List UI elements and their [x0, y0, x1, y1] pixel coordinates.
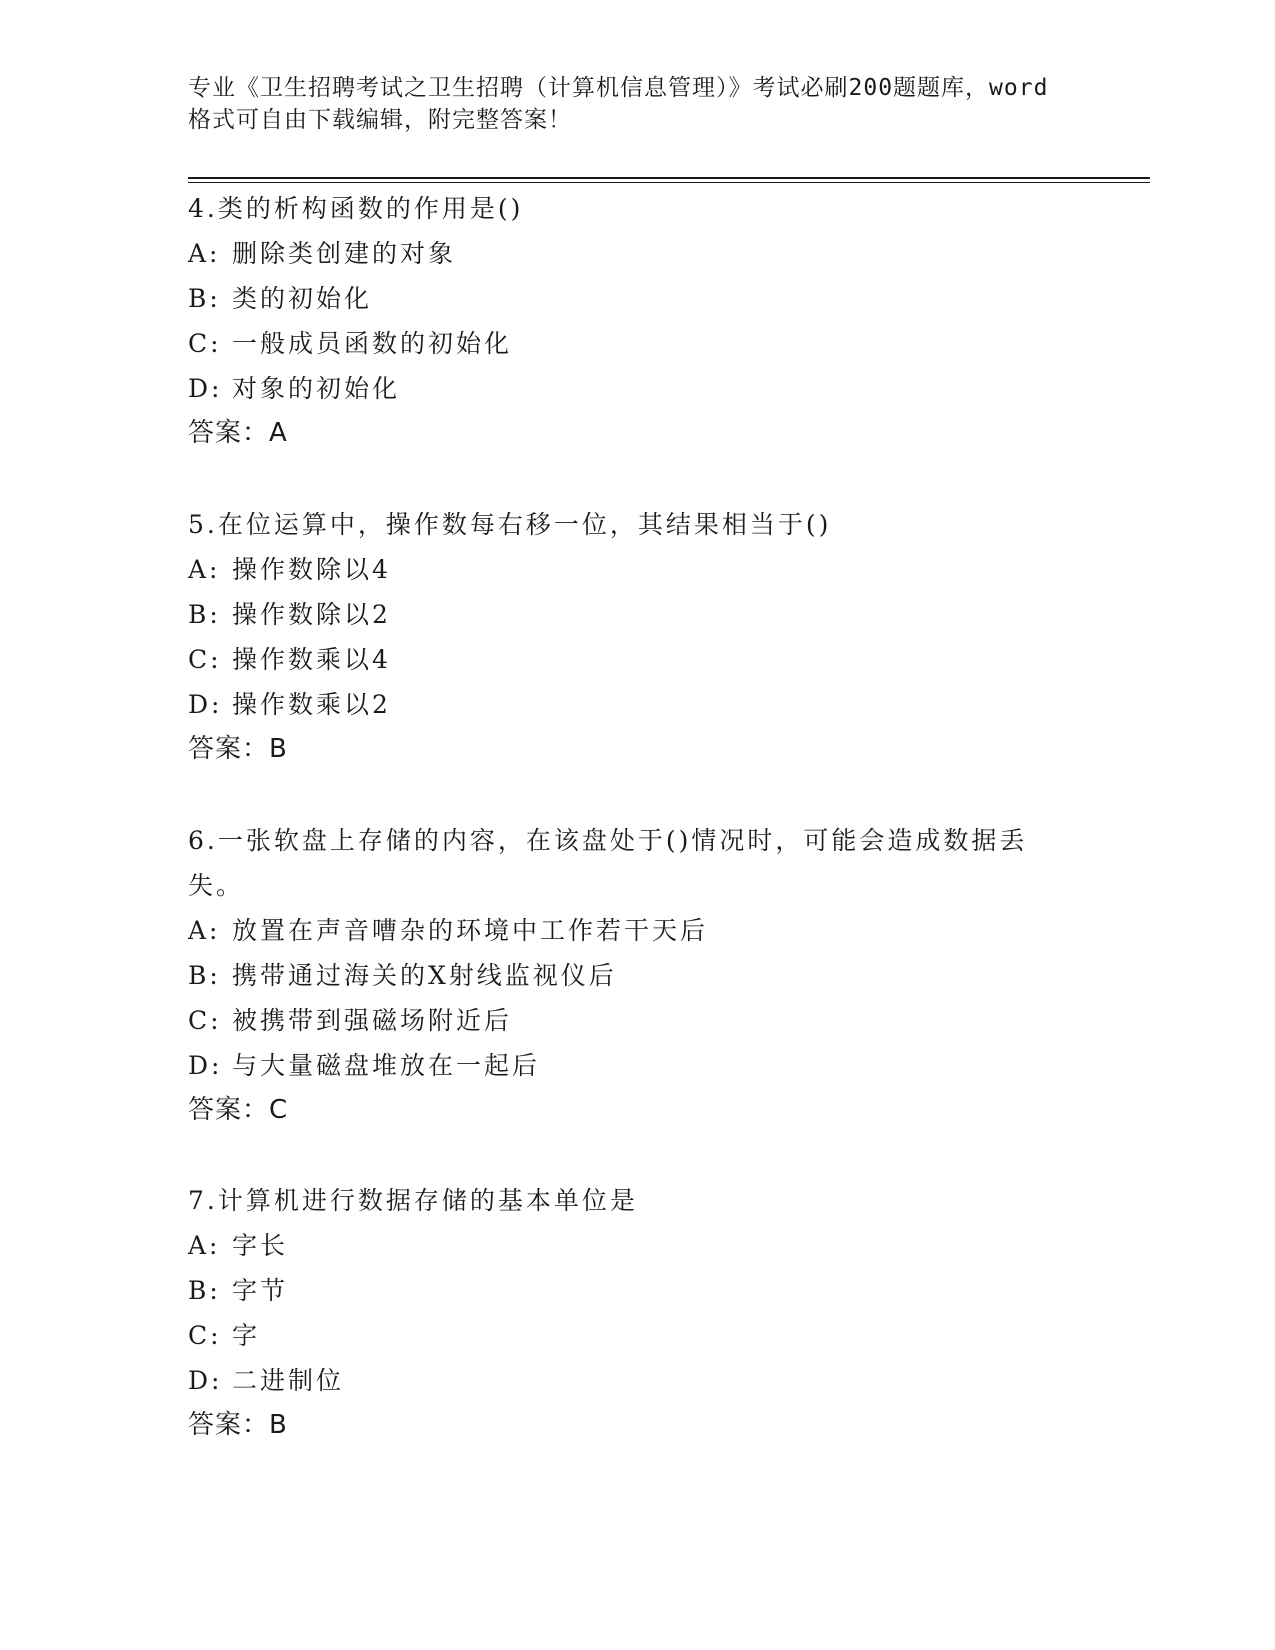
option-text: 操作数除以4	[232, 555, 391, 584]
option-text: 操作数除以2	[232, 600, 391, 629]
answer-line: 答案：B	[188, 1410, 288, 1440]
document-header	[188, 72, 1088, 136]
option-d	[188, 1043, 1048, 1088]
option-key: D:	[188, 1051, 223, 1080]
option-text: 被携带到强磁场附近后	[232, 1006, 513, 1035]
option-key: C:	[188, 1006, 222, 1035]
option-d	[188, 366, 1088, 411]
option-text: 操作数乘以2	[232, 690, 391, 719]
option-text: 字	[232, 1321, 261, 1350]
option-key: B:	[188, 600, 221, 629]
option-key: A:	[188, 1231, 221, 1260]
option-c	[188, 321, 1088, 366]
question-stem: 6.一张软盘上存储的内容，在该盘处于()情况时，可能会造成数据丢失。	[188, 826, 1028, 900]
option-d	[188, 682, 1088, 727]
option-text: 字节	[232, 1276, 289, 1305]
header-line-2: 格式可自由下载编辑，附完整答案！	[188, 107, 572, 133]
option-a	[188, 547, 1088, 592]
option-text: 携带通过海关的X射线监视仪后	[232, 961, 617, 990]
question-6	[188, 818, 1048, 1133]
option-key: D:	[188, 690, 223, 719]
question-5	[188, 502, 1088, 772]
option-key: B:	[188, 1276, 221, 1305]
answer-line: 答案：B	[188, 734, 288, 764]
option-key: D:	[188, 1366, 223, 1395]
option-b	[188, 592, 1088, 637]
header-divider-thin	[188, 182, 1150, 183]
option-c	[188, 1313, 1088, 1358]
option-text: 删除类创建的对象	[232, 239, 457, 268]
option-a	[188, 908, 1048, 953]
option-key: A:	[188, 916, 221, 945]
answer-line: 答案：A	[188, 418, 288, 448]
option-c	[188, 998, 1048, 1043]
option-key: C:	[188, 1321, 222, 1350]
option-text: 一般成员函数的初始化	[232, 329, 513, 358]
question-stem: 7.计算机进行数据存储的基本单位是	[188, 1186, 638, 1215]
option-a	[188, 1223, 1088, 1268]
question-stem: 4.类的析构函数的作用是()	[188, 194, 524, 223]
option-b	[188, 276, 1088, 321]
header-line-1: 专业《卫生招聘考试之卫生招聘（计算机信息管理）》考试必刷200题题库，word	[188, 75, 1049, 101]
answer-line: 答案：C	[188, 1095, 289, 1125]
option-key: C:	[188, 645, 222, 674]
question-stem: 5.在位运算中，操作数每右移一位，其结果相当于()	[188, 510, 832, 539]
option-key: C:	[188, 329, 222, 358]
option-text: 对象的初始化	[232, 374, 401, 403]
option-key: D:	[188, 374, 223, 403]
option-key: B:	[188, 961, 221, 990]
option-a	[188, 231, 1088, 276]
option-text: 字长	[232, 1231, 289, 1260]
option-text: 二进制位	[232, 1366, 345, 1395]
option-b	[188, 953, 1048, 998]
option-key: B:	[188, 284, 221, 313]
question-7	[188, 1178, 1088, 1448]
option-b	[188, 1268, 1088, 1313]
option-key: A:	[188, 239, 221, 268]
option-text: 类的初始化	[232, 284, 373, 313]
option-c	[188, 637, 1088, 682]
option-d	[188, 1358, 1088, 1403]
option-text: 操作数乘以4	[232, 645, 391, 674]
option-key: A:	[188, 555, 221, 584]
header-divider-thick	[188, 177, 1150, 179]
option-text: 与大量磁盘堆放在一起后	[232, 1051, 541, 1080]
question-4	[188, 186, 1088, 456]
option-text: 放置在声音嘈杂的环境中工作若干天后	[232, 916, 709, 945]
